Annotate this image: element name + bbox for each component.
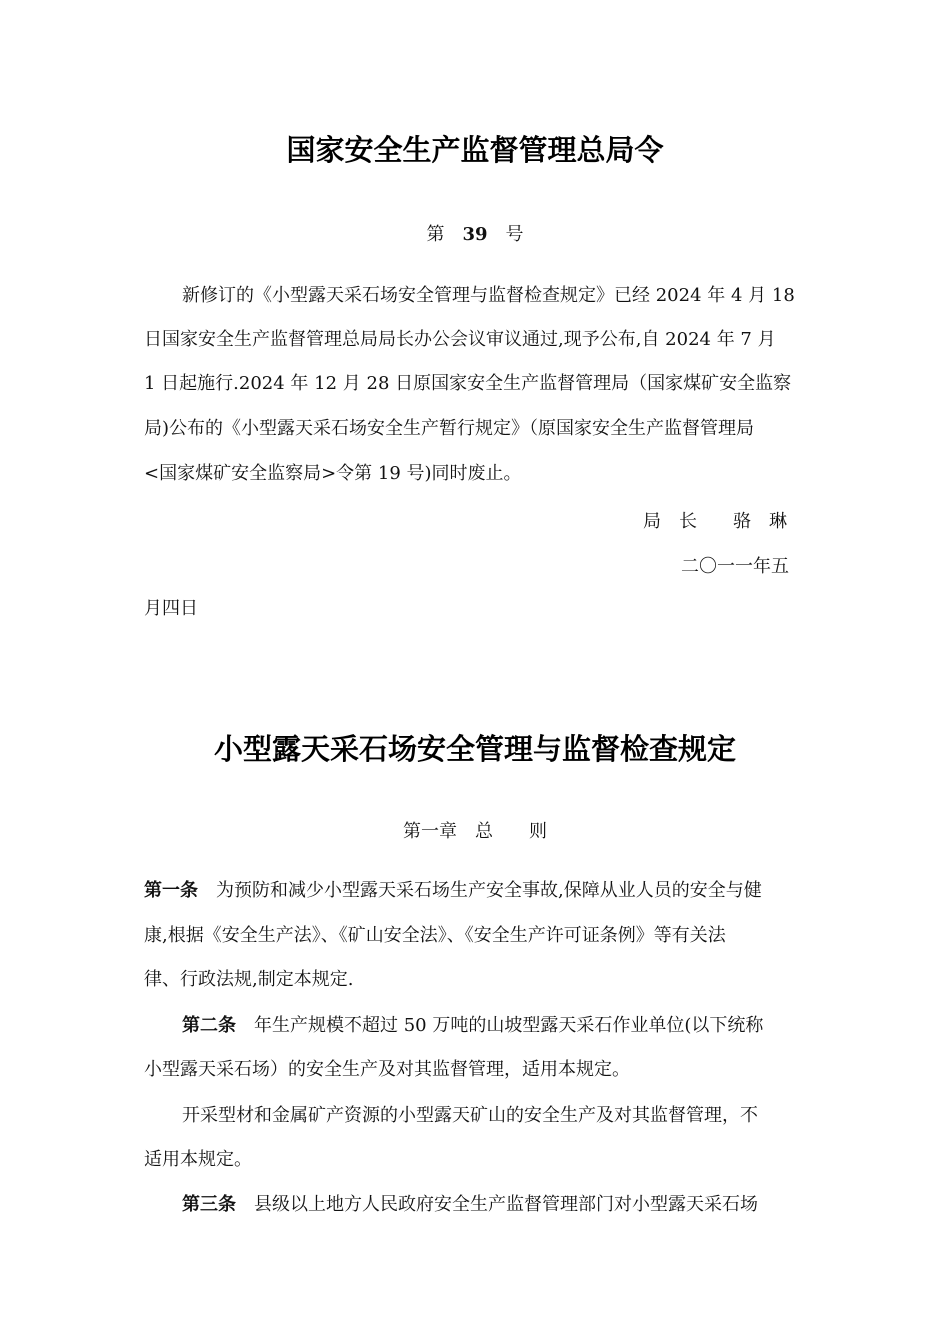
article-1-line [144, 879, 762, 903]
order-text-line: 1 日起施行.2024 年 12 月 28 日原国家安全生产监督管理局（国家煤矿安全监察 [144, 373, 792, 394]
order-text-line: 新修订的《小型露天采石场安全管理与监督检查规定》已经 2024 年 4 月 18 [182, 285, 795, 306]
order-number-value: 39 [462, 224, 488, 245]
chapter-heading: 第一章 总 则 [403, 821, 547, 842]
order-number-suffix: 号 [505, 224, 524, 245]
article-1-line: 康,根据《安全生产法》、《矿山安全法》、《安全生产许可证条例》等有关法 [144, 925, 726, 946]
article-2-line [182, 1014, 763, 1038]
paragraph-line: 开采型材和金属矿产资源的小型露天矿山的安全生产及对其监督管理，不 [182, 1105, 758, 1126]
order-text-line: <国家煤矿安全监察局>令第 19 号)同时废止。 [144, 463, 522, 484]
signature: 局 长 骆 琳 [643, 511, 787, 532]
order-text-line: 局)公布的《小型露天采石场安全生产暂行规定》（原国家安全生产监督管理局 [144, 418, 755, 439]
article-2-label: 第二条 [182, 1015, 236, 1036]
article-2-line: 小型露天采石场）的安全生产及对其监督管理，适用本规定。 [144, 1059, 630, 1080]
order-text-line: 日国家安全生产监督管理总局局长办公会议审议通过,现予公布,自 2024 年 7 月 [144, 329, 776, 350]
article-2-text: 年生产规模不超过 50 万吨的山坡型露天采石作业单位(以下统称 [254, 1015, 764, 1036]
article-3-line [182, 1193, 758, 1217]
regulation-title: 小型露天采石场安全管理与监督检查规定 [213, 732, 736, 766]
article-3-text: 县级以上地方人民政府安全生产监督管理部门对小型露天采石场 [254, 1194, 758, 1215]
article-3-label: 第三条 [182, 1194, 236, 1215]
order-title: 国家安全生产监督管理总局令 [286, 133, 664, 167]
article-1-text: 为预防和减少小型露天采石场生产安全事故,保障从业人员的安全与健 [216, 880, 762, 901]
issue-date-line-2: 月四日 [144, 598, 198, 619]
order-number-prefix: 第 [426, 224, 445, 245]
paragraph-line: 适用本规定。 [144, 1149, 252, 1170]
order-number [0, 220, 950, 246]
article-1-line: 律、行政法规,制定本规定. [144, 969, 354, 990]
article-1-label: 第一条 [144, 880, 198, 901]
issue-date-line-1: 二〇一一年五 [681, 556, 789, 577]
